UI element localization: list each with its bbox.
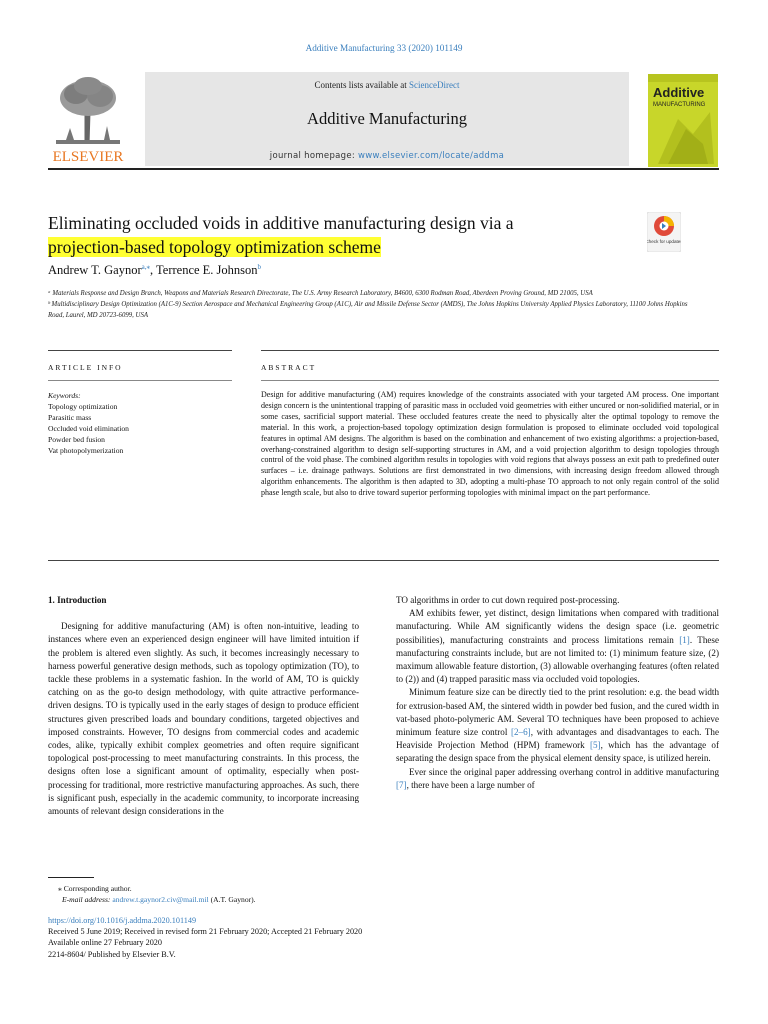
affiliations xyxy=(48,289,688,321)
homepage-link[interactable]: www.elsevier.com/locate/addma xyxy=(358,151,505,161)
email-suffix: (A.T. Gaynor). xyxy=(208,895,256,904)
body-text: , there have been a large number of xyxy=(406,779,535,790)
body-left-column xyxy=(48,594,359,818)
body-text: Ever since the original paper addressing overhang control in additive manufacturing xyxy=(409,766,719,777)
body-paragraph: Designing for additive manufacturing (AM) is often non-intuitive, leading to instances where even an experienced design engineer will have limited intuition if the problem is altered even slightly. As such, it becomes increasingly necessary to harness powerful generative design methods, such as topology optimization (TO), to tackle these problems in a systematic fashion. In the world of AM, TO is quickly catching on as the go-to design methodology, with quite attractive performance-driven designs. TO is typically used in the early stages of design to produce efficient structures given prescribed loads and boundary conditions, targeted objectives and imposed constraints. However, TO designs from commercial codes and academic codes, alike, typically exhibit complex geometries and often require significant topological post-processing to meet manufacturing constraints. In this process, the designs often lose a significant amount of optimality, especially when post-processing for traditional, more restrictive manufacturing approaches. As such, there is significant push, especially in the academic community, to incorporate increasing amounts of relevant design considerations in the xyxy=(48,621,359,817)
issn-copyright: 2214-8604/ Published by Elsevier B.V. xyxy=(48,949,176,959)
contents-prefix: Contents lists available at xyxy=(314,80,409,90)
keyword-item: Vat photopolymerization xyxy=(48,446,124,455)
contents-line xyxy=(145,80,629,90)
abstract-bottom-rule xyxy=(48,560,719,561)
elsevier-logo xyxy=(48,74,128,164)
body-text: . These manufacturing constraints include, but are not limited to: (1) minimum feature size, (2) maximum allowable feature distortion, (3) allowable overhanging features (often related to (2)) and (4) trapped parasitic mass via occluded void topologies. xyxy=(396,634,719,685)
journal-cover-thumbnail[interactable] xyxy=(648,74,718,167)
author-separator: , xyxy=(149,263,157,278)
affiliation-a: ᵃ Materials Response and Design Branch, Weapons and Materials Research Directorate, The U.S. Army Research Laboratory, B4600, 6300 Rodman Road, Aberdeen Proving Ground, MD 21005, USA xyxy=(48,290,593,297)
body-paragraph xyxy=(396,766,719,792)
author-gaynor-affiliation-marker[interactable]: a,⁎ xyxy=(141,263,150,271)
body-text: AM exhibits fewer, yet distinct, design limitations when compared with traditional manufacturing. While AM significantly widens the design space (i.e. geometric possibilities), manufacturing constraints and process limitations remain xyxy=(396,608,719,645)
article-info-sub-rule xyxy=(48,380,232,381)
header-rule xyxy=(48,168,719,170)
body-paragraph: TO algorithms in order to cut down required post-processing. xyxy=(396,595,620,605)
affiliation-b: ᵇ Multidisciplinary Design Optimization (A1C-9) Section Aerospace and Mechanical Engineering Group (A1C), Air and Missile Defense Sector (AMDS), The Johns Hopkins University Applied Physics Laboratory, 11100 Johns Hopkins Road, Laurel, MD 20723-6099, USA xyxy=(48,300,688,319)
cover-subtitle: MANUFACTURING xyxy=(653,102,706,108)
available-online-date: Available online 27 February 2020 xyxy=(48,938,162,948)
article-title-highlighted: projection-based topology optimization scheme xyxy=(48,237,381,257)
abstract-text: Design for additive manufacturing (AM) requires knowledge of the constraints associated with your targeted AM process. One important design concern is the unintentional trapping of parasitic mass in occluded void geometries with either uncured or non-solidified material, or in some cases, sacrificial support material. These occluded features create the need to physically alter the optimal topology to remove the material. In this work, a projection-based topology optimization design formulation is proposed to eliminate occluded void topological features in optimal AM designs. The algorithm is based on the combination and enhancement of two existing algorithms: a projection-based, overhang-constrained algorithm to design self-supporting structures in AM, and a void projection algorithm to design topologies through control of the void phase. The combined algorithm results in topologies with void regions that always possess an exit path to predefined outer surfaces – i.e. drainage pathways. Solutions are first demonstrated in two dimensions, with increasing design freedom allowed through algorithm enhancements. The algorithm is then adapted to 3D, adopting a multi-phase TO approach to not only regain control of the solid phase length scale, but also to drive toward superior performing topologies with minimal impact on the part performance. xyxy=(261,390,719,498)
body-text: , which has the advantage of separating the design space from the physical element density space, is utilized herein. xyxy=(396,740,720,764)
abstract-heading: ABSTRACT xyxy=(261,363,317,372)
received-dates: Received 5 June 2019; Received in revised form 21 February 2020; Accepted 21 February 2020 xyxy=(48,927,363,937)
article-title-line1: Eliminating occluded voids in additive manufacturing design via a xyxy=(48,213,514,233)
keyword-item: Parasitic mass xyxy=(48,413,92,422)
corresponding-author-note: ⁎ Corresponding author. xyxy=(58,884,132,893)
sciencedirect-link[interactable]: ScienceDirect xyxy=(409,80,460,90)
abstract-top-rule xyxy=(261,350,719,351)
keyword-item: Occluded void elimination xyxy=(48,424,129,433)
author-johnson[interactable]: Terrence E. Johnson xyxy=(156,263,258,278)
author-gaynor[interactable]: Andrew T. Gaynor xyxy=(48,263,142,278)
citation-link[interactable]: [1] xyxy=(679,634,690,645)
footnote-rule xyxy=(48,877,94,878)
citation-link[interactable]: [5] xyxy=(589,740,601,751)
citation-link[interactable]: [7] xyxy=(396,779,407,790)
body-text: Minimum feature size can be directly tied to the print resolution: e.g. the bead width for extrusion-based AM, the sintered width in powder bed fusion, and the cured width in vat-based photo-polymeric AM. Several TO techniques have been proposed to achieve minimum feature size control xyxy=(396,687,719,738)
keyword-item: Powder bed fusion xyxy=(48,435,105,444)
journal-name: Additive Manufacturing xyxy=(307,109,467,128)
doi-link[interactable]: https://doi.org/10.1016/j.addma.2020.101149 xyxy=(48,916,197,925)
body-text: , with advantages and disadvantages to each. The Heaviside Projection Method (HPM) framework xyxy=(396,727,719,751)
homepage-prefix: journal homepage: xyxy=(269,151,359,161)
article-info-top-rule xyxy=(48,350,232,351)
body-paragraph xyxy=(396,686,719,765)
email-link[interactable]: andrew.t.gaynor2.civ@mail.mil xyxy=(112,895,209,904)
keyword-item: Topology optimization xyxy=(48,402,118,411)
cover-title: Additive xyxy=(653,85,705,100)
keywords-label: Keywords: xyxy=(48,391,81,400)
author-johnson-affiliation-marker[interactable]: b xyxy=(257,263,262,271)
publication-info xyxy=(48,915,548,960)
journal-reference-link[interactable]: Additive Manufacturing 33 (2020) 101149 xyxy=(305,43,463,53)
citation-link[interactable]: [2–6] xyxy=(510,727,531,738)
section-heading-introduction: 1. Introduction xyxy=(48,595,107,605)
body-right-column xyxy=(396,594,719,792)
homepage-line xyxy=(145,151,629,161)
elsevier-wordmark: ELSEVIER xyxy=(52,149,124,164)
article-title xyxy=(48,211,608,259)
footnote xyxy=(48,883,448,905)
check-for-updates-badge[interactable] xyxy=(647,212,681,252)
article-info-heading: ARTICLE INFO xyxy=(48,363,123,372)
body-paragraph xyxy=(396,607,719,686)
author-list xyxy=(48,263,261,278)
email-label: E-mail address: xyxy=(62,895,113,904)
abstract-sub-rule xyxy=(261,380,719,381)
keywords-block xyxy=(48,390,232,456)
check-badge-label: Check for updates xyxy=(647,239,681,244)
